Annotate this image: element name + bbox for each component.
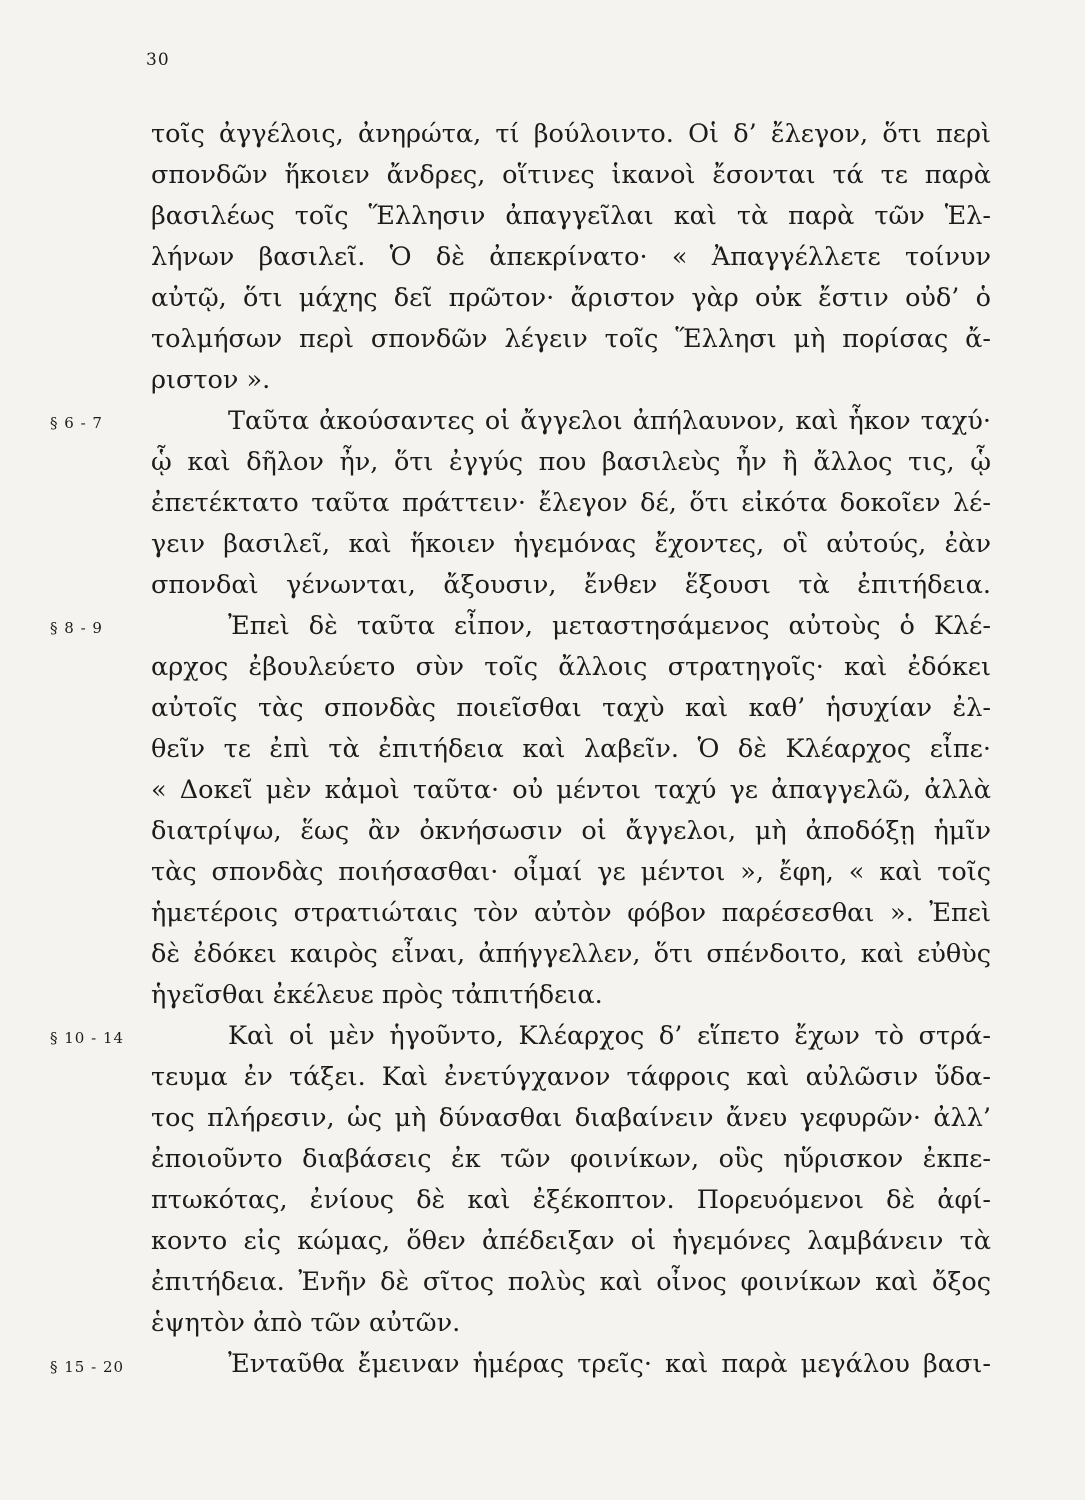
text-line: ριστον ». [151,365,271,395]
section-reference: § 6 - 7 [50,414,103,432]
text-line: δὲ ἐδόκει καιρὸς εἶναι, ἀπήγγελλεν, ὅτι σπένδοιτο, καὶ εὐθὺς [151,939,991,969]
text-line: λήνων βασιλεῖ. Ὁ δὲ ἀπεκρίνατο· « Ἀπαγγέλλετε τοίνυν [151,242,991,272]
text-line: τὰς σπονδὰς ποιήσασθαι· οἶμαί γε μέντοι », ἔφη, « καὶ τοῖς [151,857,991,887]
text-line: τολμήσων περὶ σπονδῶν λέγειν τοῖς Ἕλλησι μὴ πορίσας ἄ- [151,324,991,354]
text-line: ἐποιοῦντο διαβάσεις ἐκ τῶν φοινίκων, οὓς ηὕρισκον ἐκπε- [151,1144,991,1174]
text-line: Ἐνταῦθα ἔμειναν ἡμέρας τρεῖς· καὶ παρὰ μεγάλου βασι- [228,1349,991,1379]
text-line: Ἐπεὶ δὲ ταῦτα εἶπον, μεταστησάμενος αὐτοὺς ὁ Κλέ- [228,611,991,641]
text-line: θεῖν τε ἐπὶ τὰ ἐπιτήδεια καὶ λαβεῖν. Ὁ δὲ Κλέαρχος εἶπε· [151,734,991,764]
text-line: Καὶ οἱ μὲν ἡγοῦντο, Κλέαρχος δ’ εἵπετο ἔχων τὸ στρά- [228,1021,991,1051]
page-number: 30 [146,50,170,70]
text-line: Ταῦτα ἀκούσαντες οἱ ἄγγελοι ἀπήλαυνον, καὶ ἧκον ταχύ· [228,406,991,436]
text-line: τοῖς ἀγγέλοις, ἀνηρώτα, τί βούλοιντο. Οἱ δ’ ἔλεγον, ὅτι περὶ [151,119,991,149]
text-line: ἐπετέκτατο ταῦτα πράττειν· ἔλεγον δέ, ὅτι εἰκότα δοκοῖεν λέ- [151,488,991,518]
text-line: σπονδῶν ἥκοιεν ἄνδρες, οἵτινες ἱκανοὶ ἔσονται τά τε παρὰ [151,160,991,190]
text-line: πτωκότας, ἐνίους δὲ καὶ ἐξέκοπτον. Πορευόμενοι δὲ ἀφί- [151,1185,991,1215]
text-line: σπονδαὶ γένωνται, ἄξουσιν, ἔνθεν ἕξουσι τὰ ἐπιτήδεια. [151,570,991,600]
text-line: αὐτῷ, ὅτι μάχης δεῖ πρῶτον· ἄριστον γὰρ οὐκ ἔστιν οὐδ’ ὁ [151,283,991,313]
text-line: αὐτοῖς τὰς σπονδὰς ποιεῖσθαι ταχὺ καὶ καθ’ ἡσυχίαν ἐλ- [151,693,991,723]
text-line: « Δοκεῖ μὲν κἀμοὶ ταῦτα· οὐ μέντοι ταχύ γε ἀπαγγελῶ, ἀλλὰ [151,775,991,805]
text-line: τος πλήρεσιν, ὡς μὴ δύνασθαι διαβαίνειν ἄνευ γεφυρῶν· ἀλλ’ [151,1103,991,1133]
section-reference: § 8 - 9 [50,619,103,637]
text-line: ἐπιτήδεια. Ἐνῆν δὲ σῖτος πολὺς καὶ οἶνος φοινίκων καὶ ὄξος [151,1267,991,1297]
text-line: ἑψητὸν ἀπὸ τῶν αὐτῶν. [151,1308,461,1338]
section-reference: § 15 - 20 [50,1358,125,1376]
text-line: ᾧ καὶ δῆλον ἦν, ὅτι ἐγγύς που βασιλεὺς ἦν ἢ ἄλλος τις, ᾧ [151,447,991,477]
text-line: τευμα ἐν τάξει. Καὶ ἐνετύγχανον τάφροις καὶ αὐλῶσιν ὕδα- [151,1062,991,1092]
text-line: διατρίψω, ἕως ἂν ὀκνήσωσιν οἱ ἄγγελοι, μὴ ἀποδόξῃ ἡμῖν [151,816,991,846]
text-line: κοντο εἰς κώμας, ὅθεν ἀπέδειξαν οἱ ἡγεμόνες λαμβάνειν τὰ [151,1226,991,1256]
text-line: ἡγεῖσθαι ἐκέλευε πρὸς τἀπιτήδεια. [151,980,603,1010]
text-line: ἡμετέροις στρατιώταις τὸν αὐτὸν φόβον παρέσεσθαι ». Ἐπεὶ [151,898,991,928]
text-line: γειν βασιλεῖ, καὶ ἥκοιεν ἡγεμόνας ἔχοντες, οἳ αὐτούς, ἐὰν [151,529,991,559]
text-line: βασιλέως τοῖς Ἕλλησιν ἀπαγγεῖλαι καὶ τὰ παρὰ τῶν Ἑλ- [151,201,991,231]
section-reference: § 10 - 14 [50,1029,125,1047]
text-line: αρχος ἐβουλεύετο σὺν τοῖς ἄλλοις στρατηγοῖς· καὶ ἐδόκει [151,652,991,682]
